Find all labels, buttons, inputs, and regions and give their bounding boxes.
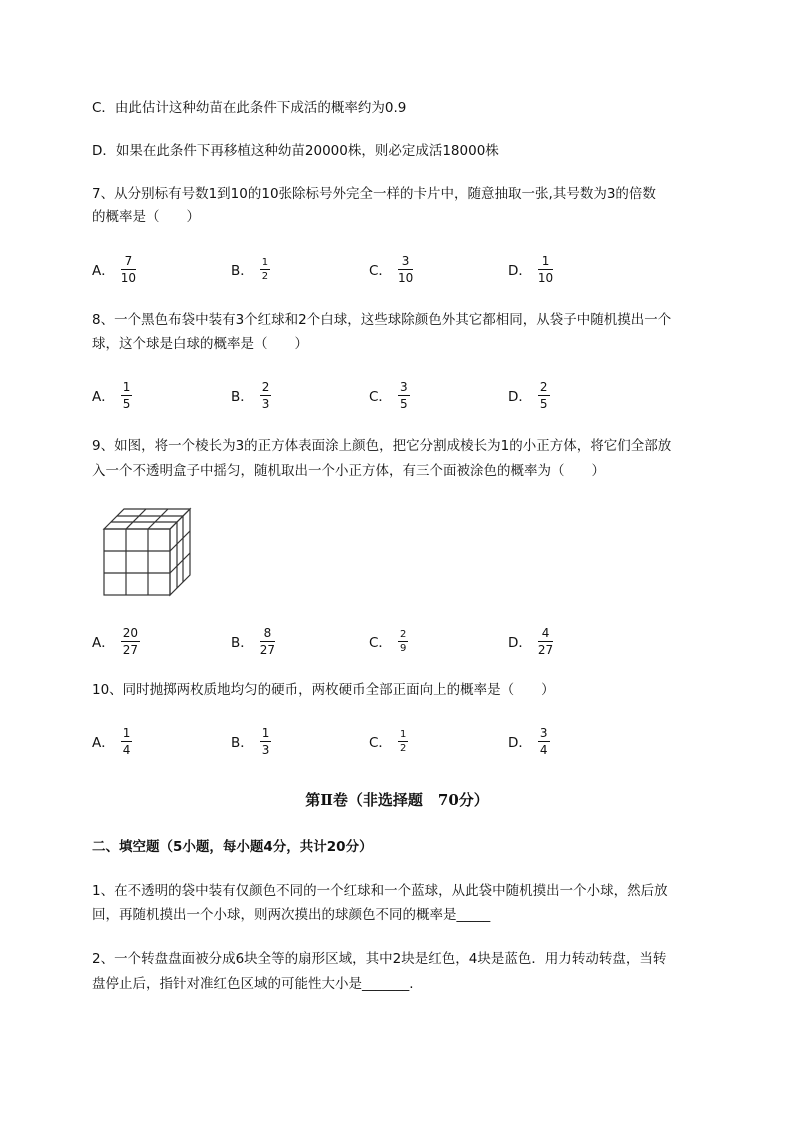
section-title: 第Ⅱ卷（非选择题 70分） [305,791,489,809]
q9-stem-line1: 9、如图，将一个棱长为3的正方体表面涂上颜色，把它分割成棱长为1的小正方体，将它们全部放 [92,438,672,454]
numerator: 7 [124,253,133,268]
option-label: B． [231,263,254,279]
fraction [538,254,553,285]
q10-stem: 10、同时抛掷两枚质地均匀的硬币，两枚硬币全部正面向上的概率是（ ） [92,682,555,698]
option-label: D． [508,263,532,279]
fraction [538,626,553,657]
denominator: 4 [122,742,131,757]
numerator: 3 [399,379,408,394]
q7-option-d [508,251,553,287]
q8-option-a [92,377,132,413]
fraction [538,380,550,411]
q9-option-a [92,623,140,659]
option-label: D． [508,635,532,651]
fraction [121,380,133,411]
numerator: 1 [399,728,407,740]
fraction [398,254,413,285]
q7-option-a [92,251,136,287]
q8-stem-line1: 8、一个黑色布袋中装有3个红球和2个白球，这些球除颜色外其它都相同，从袋子中随机摸出一个 [92,312,672,328]
option-label: D． [508,735,532,751]
numerator: 1 [122,725,131,740]
denominator: 5 [539,396,548,411]
denominator: 10 [397,270,414,285]
q7-option-b [231,251,270,287]
numerator: 4 [541,625,550,640]
option-label: B． [231,735,254,751]
cube-figure [100,505,195,599]
q6-option-d: D．如果在此条件下再移植这种幼苗20000株，则必定成活18000株 [92,143,499,159]
fraction [538,726,550,757]
fill1-line2: 回，再随机摸出一个小球，则两次摸出的球颜色不同的概率是_____ [92,907,491,923]
denominator: 3 [261,742,270,757]
option-label: A． [92,735,115,751]
numerator: 1 [261,256,269,268]
denominator: 2 [261,270,269,282]
fill-in-header: 二、填空题（5小题，每小题4分，共计20分） [92,839,373,855]
denominator: 5 [122,396,131,411]
fraction [398,380,410,411]
numerator: 1 [541,253,550,268]
q7-options [92,251,732,287]
q8-option-c [369,377,410,413]
fraction [121,726,133,757]
numerator: 2 [261,379,270,394]
q8-options [92,377,732,413]
denominator: 27 [259,642,276,657]
q6-option-c: C．由此估计这种幼苗在此条件下成活的概率约为0.9 [92,100,407,116]
option-label: C． [369,389,392,405]
fraction [121,254,136,285]
denominator: 4 [539,742,548,757]
option-label: D． [508,389,532,405]
numerator: 1 [122,379,131,394]
q10-option-c [369,723,408,759]
option-label: C． [369,635,392,651]
q8-option-d [508,377,550,413]
q10-option-b [231,723,271,759]
fraction [121,626,140,657]
q8-option-b [231,377,271,413]
q10-options [92,723,732,759]
denominator: 2 [399,742,407,754]
denominator: 3 [261,396,270,411]
numerator: 1 [261,725,270,740]
fraction [260,626,275,657]
q9-option-d [508,623,553,659]
option-label: C． [369,263,392,279]
fraction [398,629,408,654]
fraction [398,729,408,754]
numerator: 3 [401,253,410,268]
numerator: 2 [539,379,548,394]
fill2-line2: 盘停止后，指针对准红色区域的可能性大小是_______. [92,976,414,992]
fraction [260,726,272,757]
q7-option-c [369,251,413,287]
numerator: 3 [539,725,548,740]
q9-option-c [369,623,408,659]
denominator: 27 [537,642,554,657]
q9-stem-line2: 入一个不透明盒子中摇匀，随机取出一个小正方体，有三个面被涂色的概率为（ ） [92,463,605,479]
q7-stem-line2: 的概率是（ ） [92,209,200,225]
option-label: B． [231,635,254,651]
fraction [260,380,272,411]
fill2-line1: 2、一个转盘盘面被分成6块全等的扇形区域，其中2块是红色，4块是蓝色．用力转动转盘，当转 [92,951,667,967]
denominator: 10 [537,270,554,285]
option-label: B． [231,389,254,405]
fraction [260,257,270,282]
option-label: C． [369,735,392,751]
q10-option-a [92,723,132,759]
numerator: 20 [122,625,139,640]
option-label: A． [92,389,115,405]
q8-stem-line2: 球，这个球是白球的概率是（ ） [92,336,308,352]
fill1-line1: 1、在不透明的袋中装有仅颜色不同的一个红球和一个蓝球，从此袋中随机摸出一个小球，然后放 [92,883,668,899]
denominator: 9 [399,642,407,654]
denominator: 10 [120,270,137,285]
q7-stem-line1: 7、从分别标有号数1到10的10张除标号外完全一样的卡片中，随意抽取一张,其号数为3的倍数 [92,186,656,202]
numerator: 2 [399,628,407,640]
denominator: 5 [399,396,408,411]
q9-options [92,623,732,659]
q10-option-d [508,723,550,759]
denominator: 27 [122,642,139,657]
option-label: A． [92,635,115,651]
option-label: A． [92,263,115,279]
numerator: 8 [263,625,272,640]
q9-option-b [231,623,275,659]
